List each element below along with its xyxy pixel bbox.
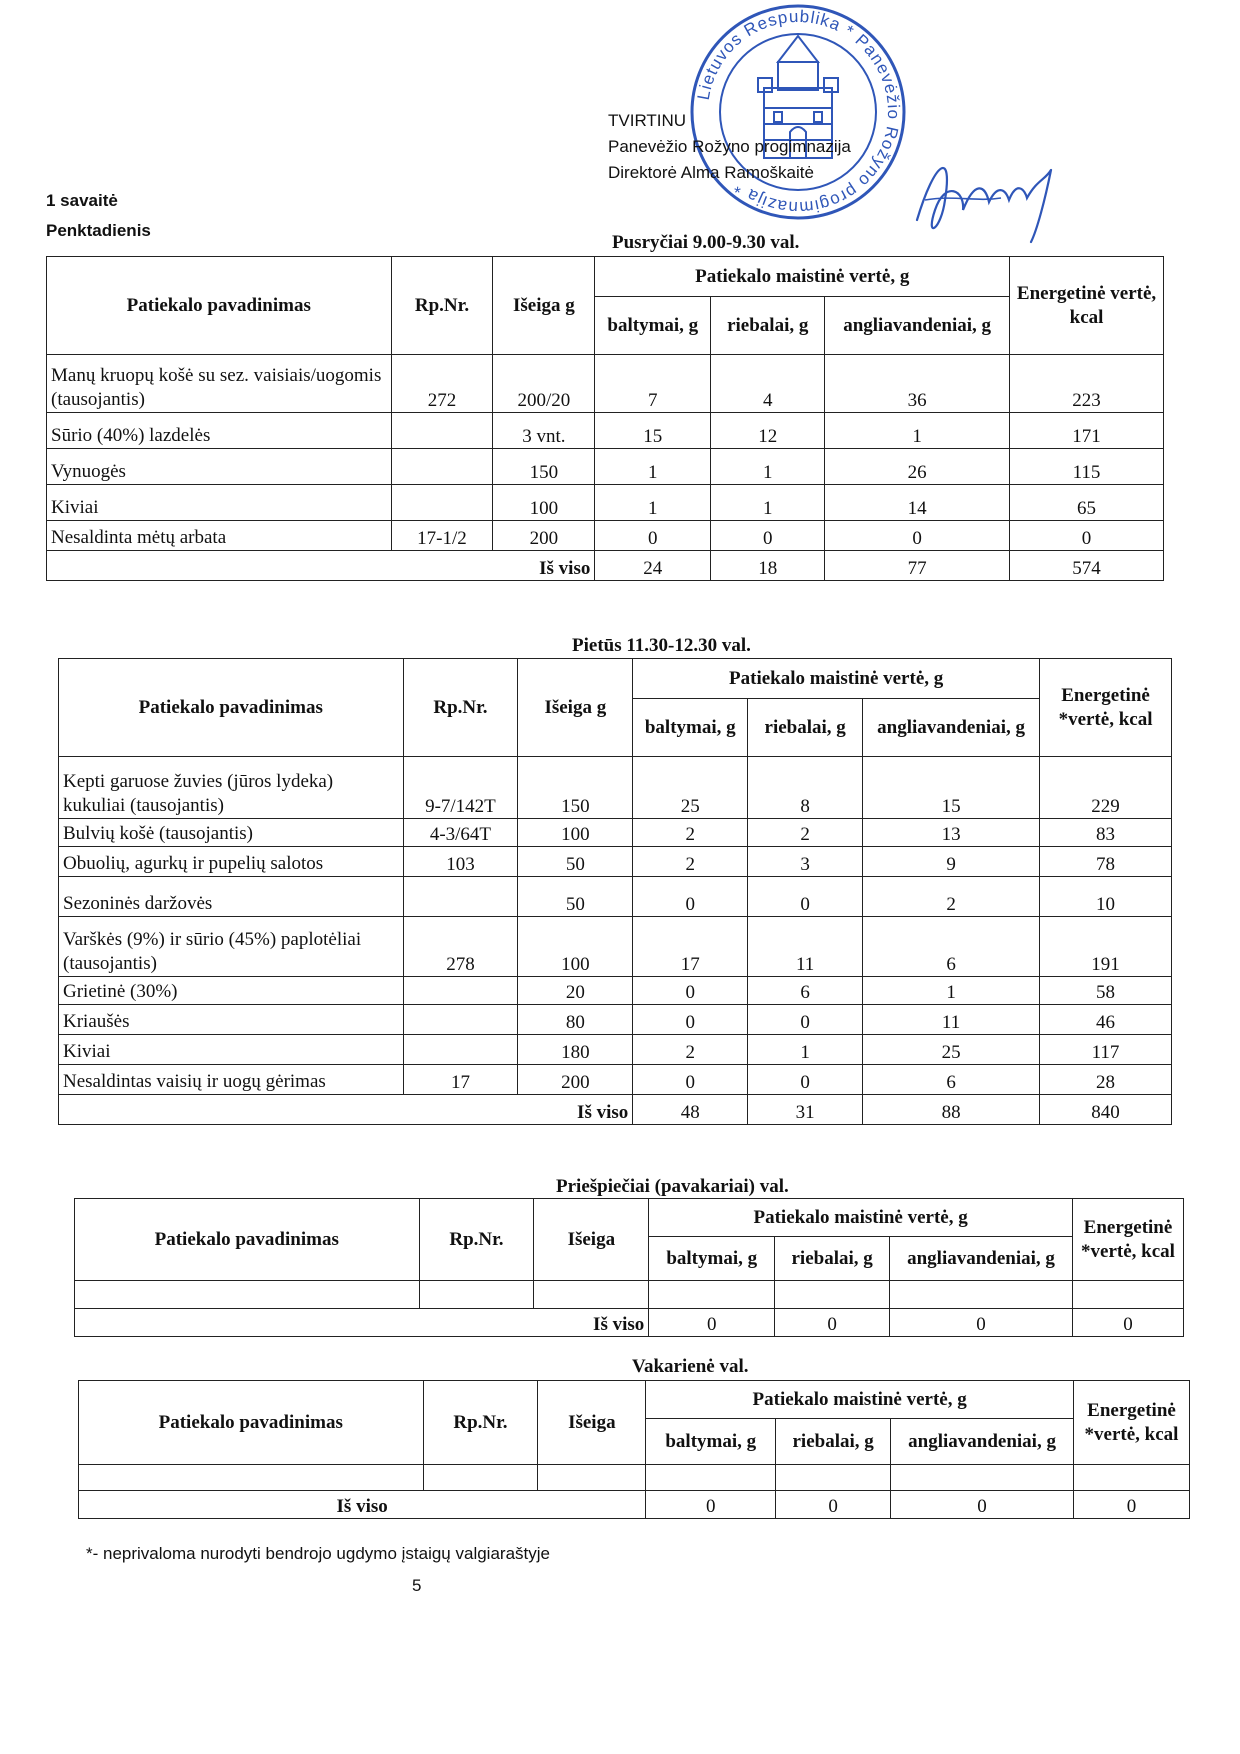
- total-carbs: 0: [890, 1309, 1073, 1337]
- breakfast-rows: [47, 355, 1164, 551]
- header-energy: Energetinė *vertė, kcal: [1040, 659, 1172, 757]
- page-number: 5: [412, 1576, 422, 1595]
- kcal-value: 115: [1010, 449, 1164, 485]
- table-row: [59, 757, 1172, 819]
- header-yield: Išeiga g: [518, 659, 633, 757]
- fat-value: 8: [748, 757, 863, 819]
- lunch-rows: [59, 757, 1172, 1095]
- protein-value: 1: [595, 449, 711, 485]
- total-protein: 24: [595, 551, 711, 581]
- dish-name: Varškės (9%) ir sūrio (45%) paplotėliai (tausojantis): [59, 917, 404, 977]
- header-energy: Energetinė *vertė, kcal: [1074, 1381, 1190, 1465]
- carbs-value: 9: [863, 847, 1040, 877]
- protein-value: 2: [633, 1035, 748, 1065]
- header-protein: baltymai, g: [633, 699, 748, 757]
- dish-name: Manų kruopų košė su sez. vaisiais/uogomis (tausojantis): [47, 355, 392, 413]
- header-nutrition: Patiekalo maistinė vertė, g: [649, 1199, 1073, 1237]
- header-protein: baltymai, g: [646, 1419, 776, 1465]
- header-carbs: angliavandeniai, g: [825, 297, 1010, 355]
- total-kcal: 840: [1040, 1095, 1172, 1125]
- day-label: Penktadienis: [46, 221, 151, 240]
- kcal-value: 83: [1040, 819, 1172, 847]
- total-carbs: 0: [891, 1491, 1074, 1519]
- kcal-value: 117: [1040, 1035, 1172, 1065]
- kcal-value: 191: [1040, 917, 1172, 977]
- fat-value: 2: [748, 819, 863, 847]
- header-rp: Rp.Nr.: [419, 1199, 534, 1281]
- header-name: Patiekalo pavadinimas: [79, 1381, 424, 1465]
- carbs-value: 15: [863, 757, 1040, 819]
- protein-value: 0: [633, 977, 748, 1005]
- protein-value: 0: [633, 877, 748, 917]
- header-nutrition: Patiekalo maistinė vertė, g: [633, 659, 1040, 699]
- breakfast-title: Pusryčiai 9.00-9.30 val.: [612, 232, 800, 253]
- header-name: Patiekalo pavadinimas: [75, 1199, 420, 1281]
- protein-value: 7: [595, 355, 711, 413]
- header-fat: riebalai, g: [776, 1419, 891, 1465]
- total-label: Iš viso: [47, 551, 595, 581]
- fat-value: 0: [748, 877, 863, 917]
- lunch-table: [58, 658, 1172, 1125]
- header-yield: Išeiga g: [493, 257, 595, 355]
- yield-value: 200: [493, 521, 595, 551]
- recipe-number: 9-7/142T: [403, 757, 518, 819]
- fat-value: 1: [748, 1035, 863, 1065]
- header-yield: Išeiga: [534, 1199, 649, 1281]
- dish-name: Kiviai: [47, 485, 392, 521]
- protein-value: 25: [633, 757, 748, 819]
- recipe-number: [391, 485, 493, 521]
- carbs-value: 1: [825, 413, 1010, 449]
- header-fat: riebalai, g: [775, 1237, 890, 1281]
- dish-name: Nesaldintas vaisių ir uogų gėrimas: [59, 1065, 404, 1095]
- dinner-table: [78, 1380, 1190, 1519]
- table-row: [47, 449, 1164, 485]
- fat-value: 11: [748, 917, 863, 977]
- kcal-value: 65: [1010, 485, 1164, 521]
- fat-value: 4: [711, 355, 825, 413]
- total-kcal: 0: [1074, 1491, 1190, 1519]
- header-protein: baltymai, g: [595, 297, 711, 355]
- protein-value: 1: [595, 485, 711, 521]
- header-protein: baltymai, g: [649, 1237, 775, 1281]
- carbs-value: 0: [825, 521, 1010, 551]
- total-carbs: 88: [863, 1095, 1040, 1125]
- dinner-title: Vakarienė val.: [632, 1356, 749, 1377]
- protein-value: 15: [595, 413, 711, 449]
- director-signature: [905, 140, 1065, 250]
- snack-title: Priešpiečiai (pavakariai) val.: [556, 1176, 789, 1197]
- breakfast-table: [46, 256, 1164, 581]
- footnote: *- neprivaloma nurodyti bendrojo ugdymo įstaigų valgiaraštyje: [86, 1544, 550, 1563]
- total-fat: 0: [775, 1309, 890, 1337]
- header-carbs: angliavandeniai, g: [891, 1419, 1074, 1465]
- carbs-value: 6: [863, 917, 1040, 977]
- table-row: [47, 413, 1164, 449]
- kcal-value: 171: [1010, 413, 1164, 449]
- header-nutrition: Patiekalo maistinė vertė, g: [646, 1381, 1074, 1419]
- svg-text:Lietuvos Respublika * Panevėži: Lietuvos Respublika * Panevėžio Rožyno progimnazija *: [693, 6, 904, 218]
- header-rp: Rp.Nr.: [391, 257, 493, 355]
- dish-name: Vynuogės: [47, 449, 392, 485]
- kcal-value: 28: [1040, 1065, 1172, 1095]
- header-energy: Energetinė vertė, kcal: [1010, 257, 1164, 355]
- kcal-value: 0: [1010, 521, 1164, 551]
- header-name: Patiekalo pavadinimas: [47, 257, 392, 355]
- carbs-value: 25: [863, 1035, 1040, 1065]
- fat-value: 0: [748, 1005, 863, 1035]
- table-row: [47, 485, 1164, 521]
- breakfast-total-row: [47, 551, 1164, 581]
- table-row: [59, 847, 1172, 877]
- yield-value: 80: [518, 1005, 633, 1035]
- total-fat: 0: [776, 1491, 891, 1519]
- protein-value: 0: [595, 521, 711, 551]
- dish-name: Bulvių košė (tausojantis): [59, 819, 404, 847]
- snack-total-row: [75, 1309, 1184, 1337]
- recipe-number: [403, 1035, 518, 1065]
- kcal-value: 229: [1040, 757, 1172, 819]
- protein-value: 2: [633, 819, 748, 847]
- total-kcal: 0: [1072, 1309, 1183, 1337]
- carbs-value: 26: [825, 449, 1010, 485]
- total-label: Iš viso: [59, 1095, 633, 1125]
- recipe-number: 17: [403, 1065, 518, 1095]
- recipe-number: [391, 449, 493, 485]
- header-yield: Išeiga: [538, 1381, 646, 1465]
- table-row: [59, 977, 1172, 1005]
- recipe-number: 272: [391, 355, 493, 413]
- header-rp: Rp.Nr.: [423, 1381, 538, 1465]
- recipe-number: [403, 877, 518, 917]
- yield-value: 100: [518, 819, 633, 847]
- kcal-value: 58: [1040, 977, 1172, 1005]
- table-row: [59, 1065, 1172, 1095]
- table-row: [59, 819, 1172, 847]
- dish-name: Sezoninės daržovės: [59, 877, 404, 917]
- yield-value: 50: [518, 847, 633, 877]
- recipe-number: 4-3/64T: [403, 819, 518, 847]
- carbs-value: 13: [863, 819, 1040, 847]
- recipe-number: 17-1/2: [391, 521, 493, 551]
- fat-value: 1: [711, 449, 825, 485]
- table-row: [59, 917, 1172, 977]
- empty-row: [79, 1465, 1190, 1491]
- approval-director: Direktorė Alma Ramoškaitė: [608, 163, 814, 182]
- fat-value: 6: [748, 977, 863, 1005]
- yield-value: 180: [518, 1035, 633, 1065]
- dish-name: Sūrio (40%) lazdelės: [47, 413, 392, 449]
- total-label: Iš viso: [75, 1309, 649, 1337]
- fat-value: 0: [748, 1065, 863, 1095]
- total-protein: 48: [633, 1095, 748, 1125]
- kcal-value: 10: [1040, 877, 1172, 917]
- carbs-value: 11: [863, 1005, 1040, 1035]
- recipe-number: 103: [403, 847, 518, 877]
- carbs-value: 2: [863, 877, 1040, 917]
- header-fat: riebalai, g: [748, 699, 863, 757]
- carbs-value: 6: [863, 1065, 1040, 1095]
- carbs-value: 14: [825, 485, 1010, 521]
- snack-table: [74, 1198, 1184, 1337]
- carbs-value: 1: [863, 977, 1040, 1005]
- total-fat: 18: [711, 551, 825, 581]
- recipe-number: [403, 1005, 518, 1035]
- table-row: [59, 1005, 1172, 1035]
- dish-name: Grietinė (30%): [59, 977, 404, 1005]
- protein-value: 17: [633, 917, 748, 977]
- week-day-block: [46, 186, 151, 246]
- yield-value: 150: [518, 757, 633, 819]
- yield-value: 150: [493, 449, 595, 485]
- table-row: [47, 355, 1164, 413]
- dish-name: Nesaldinta mėtų arbata: [47, 521, 392, 551]
- protein-value: 0: [633, 1005, 748, 1035]
- header-name: Patiekalo pavadinimas: [59, 659, 404, 757]
- lunch-total-row: [59, 1095, 1172, 1125]
- table-row: [47, 521, 1164, 551]
- fat-value: 3: [748, 847, 863, 877]
- header-carbs: angliavandeniai, g: [890, 1237, 1073, 1281]
- total-carbs: 77: [825, 551, 1010, 581]
- recipe-number: 278: [403, 917, 518, 977]
- dish-name: Kepti garuose žuvies (jūros lydeka) kukuliai (tausojantis): [59, 757, 404, 819]
- week-label: 1 savaitė: [46, 191, 118, 210]
- yield-value: 50: [518, 877, 633, 917]
- total-kcal: 574: [1010, 551, 1164, 581]
- kcal-value: 78: [1040, 847, 1172, 877]
- header-fat: riebalai, g: [711, 297, 825, 355]
- kcal-value: 223: [1010, 355, 1164, 413]
- table-row: [59, 877, 1172, 917]
- total-fat: 31: [748, 1095, 863, 1125]
- dinner-total-row: [79, 1491, 1190, 1519]
- yield-value: 200: [518, 1065, 633, 1095]
- header-rp: Rp.Nr.: [403, 659, 518, 757]
- kcal-value: 46: [1040, 1005, 1172, 1035]
- approval-block: [608, 108, 851, 186]
- yield-value: 3 vnt.: [493, 413, 595, 449]
- recipe-number: [403, 977, 518, 1005]
- empty-row: [75, 1281, 1184, 1309]
- header-nutrition: Patiekalo maistinė vertė, g: [595, 257, 1010, 297]
- lunch-title: Pietūs 11.30-12.30 val.: [572, 635, 751, 656]
- fat-value: 12: [711, 413, 825, 449]
- yield-value: 100: [518, 917, 633, 977]
- header-carbs: angliavandeniai, g: [863, 699, 1040, 757]
- protein-value: 0: [633, 1065, 748, 1095]
- table-row: [59, 1035, 1172, 1065]
- total-protein: 0: [646, 1491, 776, 1519]
- total-protein: 0: [649, 1309, 775, 1337]
- protein-value: 2: [633, 847, 748, 877]
- total-label: Iš viso: [79, 1491, 646, 1519]
- approval-school: Panevėžio Rožyno progimnazija: [608, 137, 851, 156]
- fat-value: 0: [711, 521, 825, 551]
- carbs-value: 36: [825, 355, 1010, 413]
- header-energy: Energetinė *vertė, kcal: [1072, 1199, 1183, 1281]
- fat-value: 1: [711, 485, 825, 521]
- recipe-number: [391, 413, 493, 449]
- dish-name: Obuolių, agurkų ir pupelių salotos: [59, 847, 404, 877]
- dish-name: Kiviai: [59, 1035, 404, 1065]
- yield-value: 200/20: [493, 355, 595, 413]
- approval-title: TVIRTINU: [608, 111, 687, 130]
- yield-value: 20: [518, 977, 633, 1005]
- yield-value: 100: [493, 485, 595, 521]
- dish-name: Kriaušės: [59, 1005, 404, 1035]
